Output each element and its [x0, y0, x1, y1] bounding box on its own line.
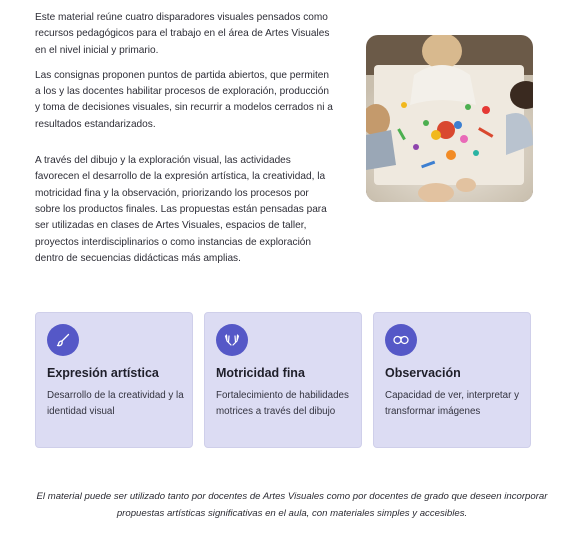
- card-description: Capacidad de ver, interpretar y transformar imágenes: [385, 390, 519, 417]
- children-drawing-photo: [366, 35, 533, 202]
- intro-paragraph-1: Este material reúne cuatro disparadores visuales pensados como recursos pedagógicos para el trabajo en el área de Artes Visuales en el nivel inicial y primario.: [35, 12, 330, 56]
- feature-cards: [35, 312, 533, 450]
- intro-paragraph-2: Las consignas proponen puntos de partida abiertos, que permiten a los y las docentes habilitar procesos de exploración, producción y toma de decisiones visuales, sin recurrir a modelos cerrados ni a resultados estandarizados.: [35, 69, 333, 130]
- intro-paragraph-3: A través del dibujo y la exploración visual, las actividades favorecen el desarrollo de la expresión artística, la creatividad, la motricidad fina y la observación, priorizando los procesos por sobre los productos finales. Las propuestas están pensadas para ser utilizadas en clases de Artes Visuales, espacios de taller, proyectos interdisciplinarios o como instancias de exploración dentro de secuencias didácticas más amplias.: [35, 155, 327, 264]
- card-motricidad-fina: [204, 312, 362, 448]
- card-title: Expresión artística: [47, 366, 159, 380]
- card-title: Motricidad fina: [216, 366, 305, 380]
- card-title: Observación: [385, 366, 461, 380]
- usage-note: El material puede ser utilizado tanto por docentes de Artes Visuales como por docentes de grado que deseen incorporar propuestas artísticas significativas en el aula, con materiales simples y accesibles.: [36, 491, 548, 519]
- card-description: Desarrollo de la creatividad y la identidad visual: [47, 390, 184, 417]
- card-description: Fortalecimiento de habilidades motrices a través del dibujo: [216, 390, 349, 417]
- eye-icon: [385, 324, 417, 356]
- paintbrush-icon: [47, 324, 79, 356]
- card-observacion: [373, 312, 531, 448]
- card-expresion-artistica: [35, 312, 193, 448]
- hands-icon: [216, 324, 248, 356]
- photo-illustration: [366, 35, 533, 202]
- intro-text: [35, 10, 333, 276]
